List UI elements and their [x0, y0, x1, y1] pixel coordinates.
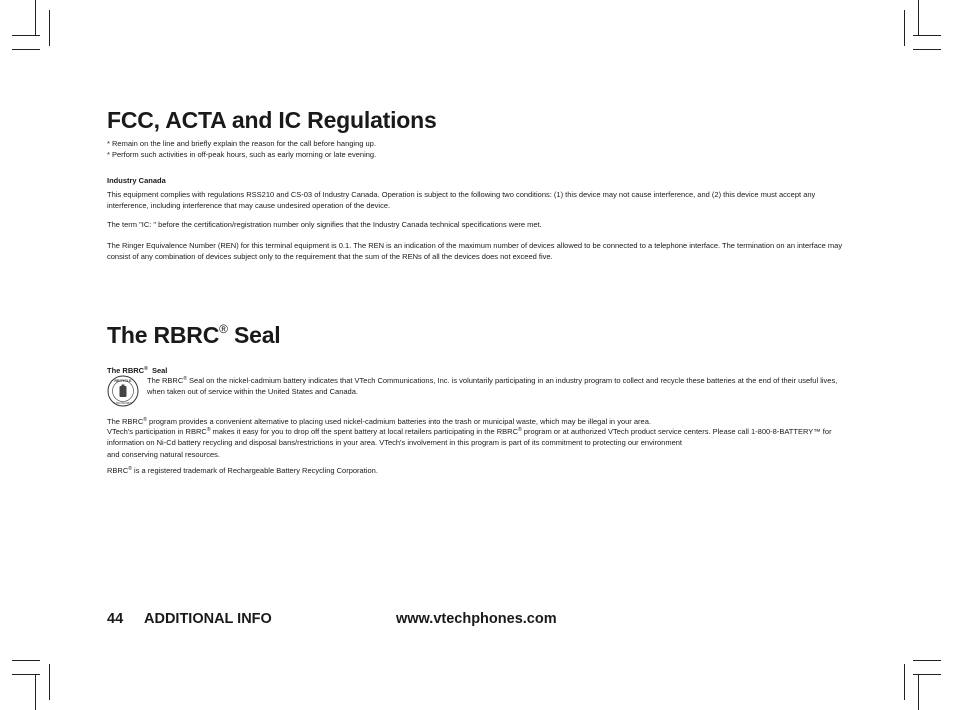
rbrc-seal-paragraph: The RBRC® Seal on the nickel-cadmium battery indicates that VTech Communications, Inc. is voluntarily participating in an industry program to collect and recycle these batteries at the end of their useful lives, when taken out of service within the United States and Canada.: [147, 376, 838, 396]
ic-term-paragraph: The term "IC: " before the certification/registration number only signifies that the Industry Canada technical specifications were met.: [107, 220, 542, 229]
rbrc-seal-icon: [107, 375, 139, 407]
conserving-resources-line: and conserving natural resources.: [107, 450, 220, 459]
seal-logo-text: RECYCLE: [114, 378, 132, 383]
crop-mark: [913, 674, 941, 675]
section-title-rbrc: [107, 322, 281, 349]
rbrc-program-paragraph: The RBRC® program provides a convenient alternative to placing used nickel-cadmium batteries into the trash or municipal waste, which may be illegal in your area.: [107, 417, 651, 426]
ren-paragraph: The Ringer Equivalence Number (REN) for this terminal equipment is 0.1. The REN is an indication of the maximum number of devices allowed to be connected to a telephone interface. The termination on an interface may consist of any combination of devices subject only to the requirement that the sum of the RENs of all the devices does not exceed five.: [107, 241, 843, 261]
crop-mark: [12, 660, 40, 661]
crop-mark: [918, 0, 919, 36]
title-text: The RBRC: [107, 322, 220, 348]
crop-mark: [12, 674, 40, 675]
registered-mark: ®: [219, 322, 228, 336]
footer-website: www.vtechphones.com: [396, 611, 557, 627]
trademark-notice: RBRC® is a registered trademark of Rechargeable Battery Recycling Corporation.: [107, 466, 378, 475]
bullet-item: * Remain on the line and briefly explain the reason for the call before hanging up.: [107, 139, 376, 148]
crop-mark: [49, 664, 50, 700]
title-text: Seal: [227, 322, 281, 348]
crop-mark: [913, 49, 941, 50]
section-title-fcc: FCC, ACTA and IC Regulations: [107, 107, 437, 133]
crop-mark: [904, 10, 905, 46]
page-number: 44: [107, 611, 124, 627]
industry-canada-paragraph: This equipment complies with regulations RSS210 and CS-03 of Industry Canada. Operation is subject to the following two conditions: (1) this device may not cause interference, and (2) this device must accept any interference, including interference that may cause undesired operation of the device.: [107, 190, 816, 210]
vtech-participation-paragraph: VTech's participation in RBRC® makes it easy for you to drop off the spent battery at local retailers participating in the RBRC® program or at authorized VTech product service centers. Please call 1-800-8-BATTERY™ for information on Ni-Cd battery recycling and disposal bans/restrictions in your area. VTech's involvement in this program is part of its commitment to protecting our environment: [107, 427, 832, 447]
rbrc-seal-subheading: The RBRC® Seal: [107, 366, 168, 375]
bullet-item: * Perform such activities in off-peak hours, such as early morning or late evening.: [107, 150, 377, 159]
industry-canada-heading: Industry Canada: [107, 176, 166, 185]
crop-mark: [918, 674, 919, 710]
crop-mark: [904, 664, 905, 700]
crop-mark: [913, 660, 941, 661]
crop-mark: [49, 10, 50, 46]
crop-mark: [12, 49, 40, 50]
crop-mark: [35, 674, 36, 710]
crop-mark: [35, 0, 36, 36]
seal-logo-text: 1.800.822.8837: [113, 402, 133, 405]
footer-section-label: ADDITIONAL INFO: [144, 611, 272, 627]
